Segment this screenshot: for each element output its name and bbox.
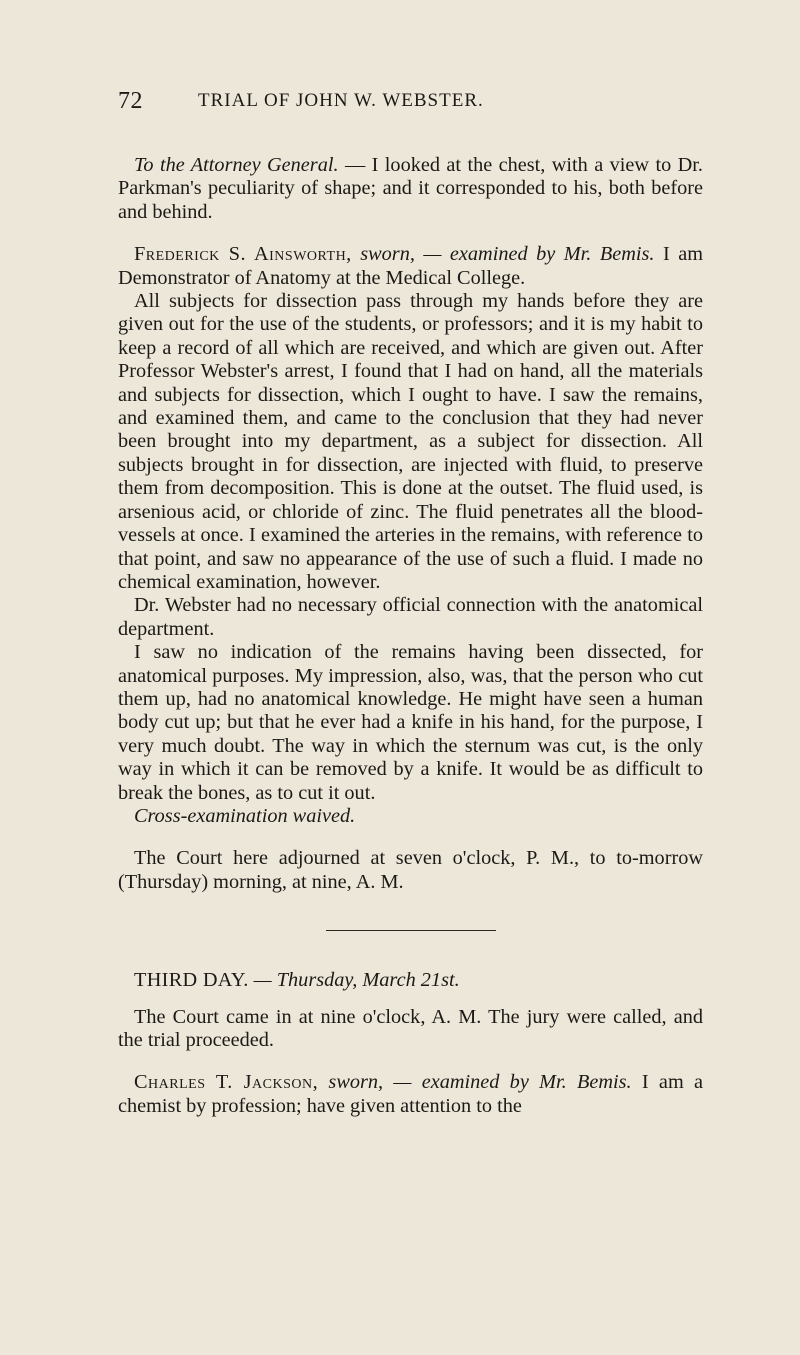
running-head [118,88,718,116]
paragraph-text: — I looked at the chest, with a view to Dr. Parkman's peculiarity of shape; and it corresponded to his, both before and behind. [118,154,703,223]
page-body [118,154,703,1118]
paragraph-text: I am a chemist by profession; have given attention to the [118,1071,703,1117]
section-divider [326,930,496,931]
witness-name: Frederick S. Ainsworth, [134,243,352,266]
paragraph-no-dissection: I saw no indication of the remains having been dissected, for anatomical purposes. My impression, also, was, that the person who cut them up, had no anatomical knowledge. He might have seen a human body cut up; but that he ever had a knife in his hand, for the purpose, I very much doubt. The way in which the sternum was cut, is the only way in which it can be removed by a knife. It would be as difficult to break the bones, as to cut it out. [118,641,703,804]
running-title: TRIAL OF JOHN W. WEBSTER. [198,90,484,111]
paragraph-witness-jackson [118,1071,703,1118]
paragraph-adjournment: The Court here adjourned at seven o'clock, P. M., to to-morrow (Thursday) morning, at nine, A. M. [118,847,703,893]
witness-name: Charles T. Jackson, [134,1071,319,1094]
paragraph-webster-connection: Dr. Webster had no necessary official connection with the anatomical department. [118,594,703,640]
paragraph-dissection-subjects: All subjects for dissection pass through my hands before they are given out for the use of the students, or professors; and it is my habit to keep a record of all which are received, and which are given out. After Professor Webster's arrest, I found that I had on hand, all the materials and subjects for dissection, which I ought to have. I saw the remains, and examined them, and came to the conclusion that they had never been brought into my department, as a subject for dissection. All subjects brought in for dissection, are injected with fluid, to preserve them from decomposition. This is done at the outset. The fluid used, is arsenious acid, or chloride of zinc. The fluid penetrates all the blood-vessels at once. I examined the arteries in the remains, with reference to that point, and saw no appearance of the use of such a fluid. I made no chemical examination, however. [118,290,703,593]
cross-examination-note: Cross-examination waived. [134,804,356,827]
page-number: 72 [118,88,143,114]
paragraph-text: I am Demonstrator of Anatomy at the Medical College. [118,243,703,289]
day-heading-date: — Thursday, March 21st. [248,969,460,992]
paragraph-court-came-in: The Court came in at nine o'clock, A. M. The jury were called, and the trial proceeded. [118,1005,703,1051]
day-heading [118,969,703,992]
paragraph-witness-ainsworth [118,243,703,290]
witness-sworn: sworn, — examined by Mr. Bemis. [318,1071,632,1094]
day-heading-title: THIRD DAY. [134,969,249,992]
paragraph-attorney-general [118,154,703,224]
speaker-label: To the Attorney General. [134,154,339,176]
witness-sworn: sworn, — examined by Mr. Bemis. [351,243,655,266]
